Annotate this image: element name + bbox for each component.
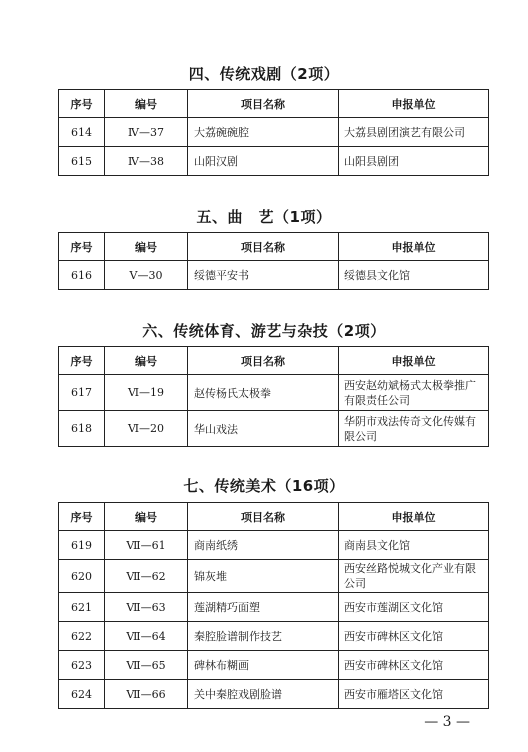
table-row bbox=[59, 531, 489, 560]
table-section-5 bbox=[58, 232, 489, 290]
table-row bbox=[59, 147, 489, 176]
cell-no: 617 bbox=[59, 375, 105, 411]
table-row bbox=[59, 651, 489, 680]
header-code: 编号 bbox=[105, 90, 188, 118]
cell-name: 华山戏法 bbox=[188, 411, 339, 447]
header-no: 序号 bbox=[59, 90, 105, 118]
cell-unit: 西安市莲湖区文化馆 bbox=[339, 593, 489, 622]
cell-unit: 西安赵幼斌杨式太极拳推广有限责任公司 bbox=[339, 375, 489, 411]
header-code: 编号 bbox=[105, 503, 188, 531]
cell-no: 616 bbox=[59, 261, 105, 290]
cell-code: Ⅳ—37 bbox=[105, 118, 188, 147]
header-name: 项目名称 bbox=[188, 90, 339, 118]
table-section-6 bbox=[58, 346, 489, 447]
cell-name: 大荔碗碗腔 bbox=[188, 118, 339, 147]
table-header-row bbox=[59, 90, 489, 118]
cell-code: Ⅵ—20 bbox=[105, 411, 188, 447]
section-title-4: 四、传统戏剧（2项） bbox=[188, 65, 340, 83]
cell-unit: 西安丝路悦城文化产业有限公司 bbox=[339, 560, 489, 593]
page-number: — 3 — bbox=[424, 714, 470, 730]
header-unit: 申报单位 bbox=[339, 347, 489, 375]
table-row bbox=[59, 680, 489, 709]
cell-name: 赵传杨氏太极拳 bbox=[188, 375, 339, 411]
table-row bbox=[59, 622, 489, 651]
cell-code: Ⅶ—65 bbox=[105, 651, 188, 680]
header-name: 项目名称 bbox=[188, 233, 339, 261]
cell-unit: 西安市雁塔区文化馆 bbox=[339, 680, 489, 709]
cell-name: 关中秦腔戏剧脸谱 bbox=[188, 680, 339, 709]
header-name: 项目名称 bbox=[188, 347, 339, 375]
header-unit: 申报单位 bbox=[339, 90, 489, 118]
cell-no: 622 bbox=[59, 622, 105, 651]
header-name: 项目名称 bbox=[188, 503, 339, 531]
cell-code: Ⅶ—62 bbox=[105, 560, 188, 593]
cell-code: Ⅳ—38 bbox=[105, 147, 188, 176]
header-no: 序号 bbox=[59, 347, 105, 375]
header-code: 编号 bbox=[105, 233, 188, 261]
section-title-7: 七、传统美术（16项） bbox=[183, 477, 345, 495]
cell-unit: 绥德县文化馆 bbox=[339, 261, 489, 290]
cell-code: Ⅶ—63 bbox=[105, 593, 188, 622]
cell-no: 623 bbox=[59, 651, 105, 680]
table-section-7 bbox=[58, 502, 489, 709]
cell-code: Ⅶ—61 bbox=[105, 531, 188, 560]
cell-name: 锦灰堆 bbox=[188, 560, 339, 593]
cell-no: 615 bbox=[59, 147, 105, 176]
cell-no: 621 bbox=[59, 593, 105, 622]
cell-name: 莲湖精巧面塑 bbox=[188, 593, 339, 622]
section-title-5: 五、曲 艺（1项） bbox=[196, 208, 332, 226]
table-row bbox=[59, 375, 489, 411]
table-row bbox=[59, 118, 489, 147]
cell-unit: 华阴市戏法传奇文化传媒有限公司 bbox=[339, 411, 489, 447]
cell-code: Ⅴ—30 bbox=[105, 261, 188, 290]
cell-name: 绥德平安书 bbox=[188, 261, 339, 290]
table-section-4 bbox=[58, 89, 489, 176]
cell-name: 碑林布糊画 bbox=[188, 651, 339, 680]
section-title-6: 六、传统体育、游艺与杂技（2项） bbox=[142, 322, 386, 340]
cell-code: Ⅶ—66 bbox=[105, 680, 188, 709]
cell-name: 商南纸绣 bbox=[188, 531, 339, 560]
cell-no: 619 bbox=[59, 531, 105, 560]
cell-unit: 山阳县剧团 bbox=[339, 147, 489, 176]
table-row bbox=[59, 593, 489, 622]
table-header-row bbox=[59, 503, 489, 531]
cell-code: Ⅵ—19 bbox=[105, 375, 188, 411]
cell-no: 618 bbox=[59, 411, 105, 447]
table-row bbox=[59, 560, 489, 593]
header-unit: 申报单位 bbox=[339, 233, 489, 261]
cell-no: 620 bbox=[59, 560, 105, 593]
cell-unit: 大荔县剧团演艺有限公司 bbox=[339, 118, 489, 147]
cell-unit: 西安市碑林区文化馆 bbox=[339, 622, 489, 651]
cell-no: 624 bbox=[59, 680, 105, 709]
table-header-row bbox=[59, 347, 489, 375]
table-row bbox=[59, 261, 489, 290]
header-code: 编号 bbox=[105, 347, 188, 375]
table-header-row bbox=[59, 233, 489, 261]
cell-name: 山阳汉剧 bbox=[188, 147, 339, 176]
header-no: 序号 bbox=[59, 503, 105, 531]
cell-unit: 商南县文化馆 bbox=[339, 531, 489, 560]
cell-unit: 西安市碑林区文化馆 bbox=[339, 651, 489, 680]
cell-name: 秦腔脸谱制作技艺 bbox=[188, 622, 339, 651]
cell-code: Ⅶ—64 bbox=[105, 622, 188, 651]
cell-no: 614 bbox=[59, 118, 105, 147]
header-unit: 申报单位 bbox=[339, 503, 489, 531]
table-row bbox=[59, 411, 489, 447]
header-no: 序号 bbox=[59, 233, 105, 261]
